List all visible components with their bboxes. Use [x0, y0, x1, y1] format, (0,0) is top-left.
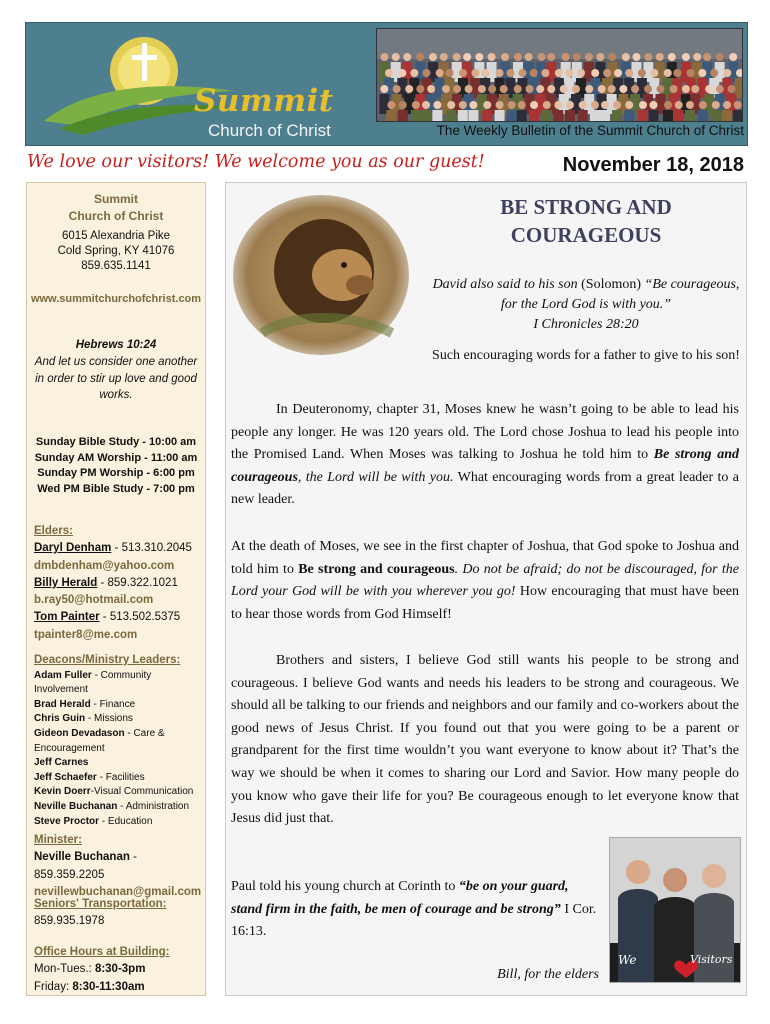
congregation-photo	[376, 28, 743, 122]
paragraph-text: What encouraging words from a great leader to a new leader.	[231, 469, 740, 508]
elders-photo	[609, 837, 741, 983]
paragraph-text: How encouraging that must have been to hear those words from God Himself!	[231, 584, 739, 622]
office-day-label: Friday:	[34, 980, 73, 993]
encouraging-note: Such encouraging words for a father to give to his son!	[432, 348, 740, 363]
badge-we: We	[618, 953, 637, 967]
minister-name: Neville Buchanan	[34, 851, 130, 864]
schedule-item: Wed PM Bible Study - 7:00 pm	[37, 482, 195, 495]
article-paragraph-3	[231, 650, 739, 831]
scripture-reference: Hebrews 10:24	[75, 339, 157, 351]
scripture-text: And let us consider one another in order to stir up love and good works.	[34, 356, 198, 401]
deacon-name: Gideon Devadason	[34, 727, 125, 739]
elder-name: Tom Painter	[34, 611, 100, 624]
elder-phone: - 859.322.1021	[97, 576, 178, 589]
sidebar-church-name-1: Summit	[93, 192, 138, 206]
elders-heading: Elders:	[34, 525, 73, 537]
elder-phone: - 513.502.5375	[99, 611, 181, 624]
sidebar-address-2: Cold Spring, KY 41076	[57, 245, 175, 257]
service-schedule	[27, 435, 205, 497]
deacon-name: Neville Buchanan	[34, 800, 118, 812]
schedule-item: Sunday AM Worship - 11:00 am	[34, 451, 198, 464]
welcome-banner: We love our visitors! We welcome you as our guest!	[27, 152, 485, 172]
article-paragraph-4	[231, 876, 601, 944]
deacon-role: - Missions	[85, 713, 133, 725]
seniors-section	[34, 896, 202, 931]
emphasis-text: “be on your guard, stand firm in the faith, be men of courage and be strong”	[231, 879, 569, 917]
office-day-time: 8:30-11:30am	[72, 980, 145, 993]
deacon-name: Jeff Carnes	[34, 757, 89, 769]
elder-email-link[interactable]: tpainter8@me.com	[34, 628, 138, 641]
paragraph-text: At the death of Moses, we see in the first chapter of Joshua, that God spoke to Joshua and told him to	[231, 539, 739, 577]
verse-part: (Solomon)	[581, 277, 642, 292]
logo-subtitle: Church of Christ	[208, 121, 331, 140]
elders-section	[34, 523, 202, 644]
sidebar-website-link[interactable]: www.summitchurchofchrist.com	[30, 293, 202, 305]
verse-part: “Be courageous, for the Lord God is with you.”	[500, 277, 740, 312]
opening-verse	[431, 275, 741, 335]
minister-heading: Minister:	[34, 834, 82, 846]
article-paragraph-1	[231, 399, 739, 512]
deacons-section	[34, 653, 202, 829]
elder-name: Daryl Denham	[34, 542, 112, 555]
emphasis-text: Be strong and courageous	[298, 561, 455, 577]
schedule-item: Sunday Bible Study - 10:00 am	[35, 436, 197, 448]
article-paragraph-2	[231, 536, 739, 626]
sidebar-church-name-2: Church of Christ	[68, 209, 164, 223]
bulletin-header	[25, 22, 748, 146]
deacons-heading: Deacons/Ministry Leaders:	[34, 654, 181, 666]
paragraph-text: . Do not be afraid; do not be discouraged, for the Lord your God will be with you wherever you go!	[231, 561, 739, 600]
deacon-name: Chris Guin	[34, 713, 86, 725]
deacon-name: Adam Fuller	[34, 669, 92, 681]
minister-phone: - 859.359.2205	[34, 851, 137, 881]
paragraph-text: Paul told his young church at Corinth to	[231, 879, 459, 894]
article-signoff: Bill, for the elders	[497, 967, 599, 982]
badge-visitors: Visitors	[690, 953, 733, 966]
article-panel	[225, 182, 747, 996]
minister-section	[34, 832, 202, 901]
deacon-role: -Visual Communication	[90, 786, 194, 798]
deacon-role: - Administration	[117, 800, 190, 812]
bulletin-tagline: The Weekly Bulletin of the Summit Church of Christ	[436, 123, 744, 138]
lion-image	[232, 193, 410, 358]
elder-phone: - 513.310.2045	[111, 542, 192, 555]
seniors-phone: 859.935.1978	[34, 915, 105, 928]
elder-email-link[interactable]: dmbdenham@yahoo.com	[34, 559, 175, 572]
minister-email-link[interactable]: nevillewbuchanan@gmail.com	[34, 885, 202, 898]
bulletin-date: November 18, 2018	[562, 154, 744, 176]
deacon-role: - Care & Encouragement	[34, 727, 165, 754]
verse-part: David also said to his son	[432, 277, 582, 292]
office-day-time: 8:30-3pm	[94, 963, 146, 976]
deacon-role: - Facilities	[96, 771, 145, 783]
schedule-item: Sunday PM Worship - 6:00 pm	[37, 467, 195, 479]
deacon-role: - Education	[99, 815, 153, 827]
sidebar	[26, 182, 206, 996]
deacon-name: Brad Herald	[34, 698, 91, 710]
emphasis-text: Be strong and courageous	[231, 447, 739, 485]
paragraph-text: , the Lord will be with you.	[297, 469, 454, 485]
seniors-heading: Seniors' Transportation:	[34, 898, 167, 910]
paragraph-text: In Deuteronomy, chapter 31, Moses knew he wasn’t going to be able to lead his people any longer. He was 120 years old. The Lord chose Joshua to lead his people into the Promised Land. When Moses was talking to Joshua he told him to	[231, 402, 739, 463]
verse-reference: I Chronicles 28:20	[533, 317, 639, 332]
elder-name: Billy Herald	[34, 576, 98, 589]
paragraph-text: Brothers and sisters, I believe God still wants his people to be strong and courageous. I believe God wants and needs his leaders to be strong and courageous. We should all be talking to our friends and neighbors and our family and co-workers about the good news of Jesus Christ. If you found out that you were going to be a parent or grandparent for the first time wouldn’t you want everyone to know about it? That’s the way we should be when it comes to sharing our Lord and Savior. How many people do you know who gave their life for you? Be courageous enough to let everyone know that Jesus did just that.	[231, 653, 739, 827]
sidebar-phone: 859.635.1141	[81, 260, 151, 272]
deacon-name: Kevin Doerr	[34, 786, 91, 798]
deacon-role: - Finance	[90, 698, 136, 710]
office-day-label: Mon-Tues.:	[34, 963, 95, 976]
logo-wordmark: Summit	[194, 83, 334, 119]
paragraph-text: I Cor. 16:13.	[231, 901, 597, 940]
office-hours-section	[34, 944, 202, 996]
office-hours-heading: Office Hours at Building:	[34, 946, 170, 958]
elder-email-link[interactable]: b.ray50@hotmail.com	[34, 594, 154, 607]
deacon-name: Steve Proctor	[34, 815, 100, 827]
sidebar-address-1: 6015 Alexandria Pike	[61, 230, 171, 242]
deacon-role: - Community Involvement	[34, 669, 152, 696]
article-title: BE STRONG AND COURAGEOUS	[500, 195, 672, 247]
deacon-name: Jeff Schaefer	[34, 771, 97, 783]
